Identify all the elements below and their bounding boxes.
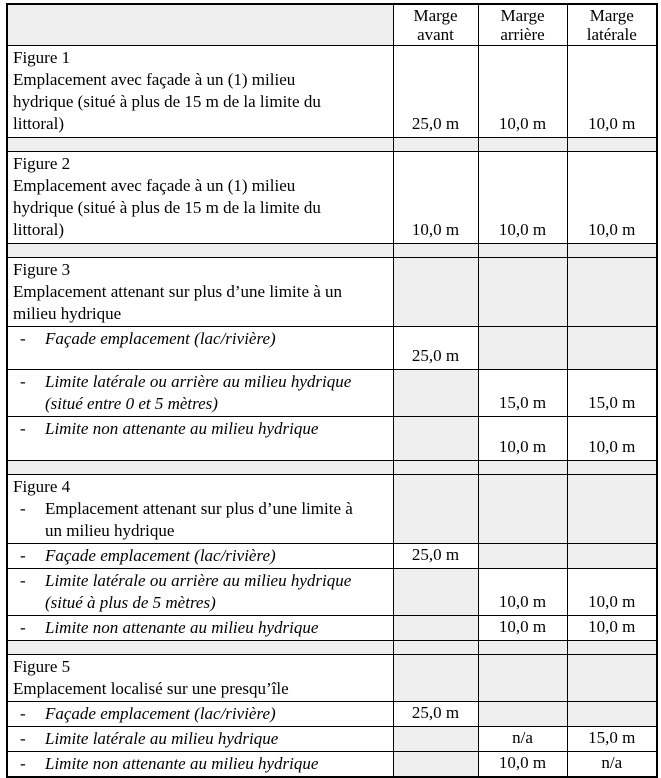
spacer-cell: [478, 244, 567, 258]
label-line: Figure 3: [13, 260, 71, 279]
item-row: [7, 702, 657, 727]
label-text: Limite latérale au milieu hydrique: [45, 729, 279, 748]
list-item-line: [13, 498, 389, 520]
value-cell-arriere: [478, 655, 567, 702]
row-label-cell: [7, 569, 393, 616]
spacer-cell: [393, 138, 478, 152]
spacer-row: [7, 138, 657, 152]
label-text: Limite latérale ou arrière au milieu hydrique: [45, 571, 352, 590]
row-label-cell: [7, 616, 393, 641]
value-cell-avant: 25,0 m: [393, 46, 478, 138]
row-label-cell: [7, 727, 393, 752]
value-cell-laterale: 10,0 m: [567, 152, 657, 244]
list-dash: -: [20, 571, 26, 590]
list-item-line: [13, 371, 389, 393]
table-body: [7, 46, 657, 778]
label-text: Limite non attenante au milieu hydrique: [45, 419, 319, 438]
value-cell-avant: 10,0 m: [393, 152, 478, 244]
row-label-cell: [7, 46, 393, 138]
column-header-avant: Marge avant: [393, 4, 478, 46]
value-cell-avant: [393, 370, 478, 417]
label-line: Figure 5: [13, 657, 71, 676]
label-line: Emplacement attenant sur plus d’une limite à un: [13, 282, 343, 301]
margins-table: [6, 3, 658, 778]
value-cell-laterale: 15,0 m: [567, 370, 657, 417]
list-dash: -: [20, 754, 26, 773]
list-item-line: [13, 418, 389, 440]
item-row: [7, 752, 657, 778]
value-cell-avant: [393, 752, 478, 778]
value-cell-laterale: [567, 258, 657, 327]
row-label-cell: [7, 417, 393, 461]
label-text: Limite latérale ou arrière au milieu hydrique: [45, 372, 352, 391]
label-text: Façade emplacement (lac/rivière): [45, 546, 276, 565]
value-cell-arriere: 10,0 m: [478, 616, 567, 641]
label-line: un milieu hydrique: [45, 521, 175, 540]
label-line: hydrique (situé à plus de 15 m de la limite du: [13, 198, 321, 217]
spacer-cell: [567, 138, 657, 152]
spacer-cell: [393, 641, 478, 655]
value-cell-arriere: n/a: [478, 727, 567, 752]
value-cell-laterale: [567, 702, 657, 727]
table-header: [7, 4, 657, 46]
section-row: [7, 475, 657, 544]
spacer-cell: [7, 244, 393, 258]
item-row: [7, 370, 657, 417]
spacer-cell: [393, 244, 478, 258]
value-cell-arriere: 10,0 m: [478, 569, 567, 616]
value-cell-laterale: [567, 475, 657, 544]
value-cell-avant: 25,0 m: [393, 327, 478, 370]
item-row: [7, 327, 657, 370]
value-cell-avant: 25,0 m: [393, 702, 478, 727]
list-dash: -: [20, 499, 26, 518]
value-cell-laterale: [567, 327, 657, 370]
label-line: hydrique (situé à plus de 15 m de la limite du: [13, 92, 321, 111]
label-line: littoral): [13, 220, 64, 239]
value-cell-arriere: [478, 702, 567, 727]
label-line: (situé entre 0 et 5 mètres): [45, 394, 218, 413]
value-cell-laterale: 10,0 m: [567, 616, 657, 641]
value-cell-avant: [393, 258, 478, 327]
label-text: Limite non attenante au milieu hydrique: [45, 618, 319, 637]
section-row: [7, 46, 657, 138]
row-label-cell: [7, 702, 393, 727]
spacer-row: [7, 461, 657, 475]
label-line: (situé à plus de 5 mètres): [45, 593, 216, 612]
value-cell-avant: 25,0 m: [393, 544, 478, 569]
item-row: [7, 727, 657, 752]
value-cell-avant: [393, 569, 478, 616]
value-cell-arriere: 10,0 m: [478, 152, 567, 244]
value-cell-laterale: n/a: [567, 752, 657, 778]
row-label-cell: [7, 475, 393, 544]
item-row: [7, 616, 657, 641]
value-cell-laterale: [567, 544, 657, 569]
label-line: Figure 4: [13, 477, 71, 496]
value-cell-laterale: 10,0 m: [567, 417, 657, 461]
list-item-line: [13, 753, 389, 775]
section-row: [7, 152, 657, 244]
spacer-cell: [393, 461, 478, 475]
spacer-row: [7, 244, 657, 258]
value-cell-avant: [393, 727, 478, 752]
spacer-row: [7, 641, 657, 655]
item-row: [7, 569, 657, 616]
spacer-cell: [7, 641, 393, 655]
column-header-laterale: Marge latérale: [567, 4, 657, 46]
value-cell-arriere: 10,0 m: [478, 417, 567, 461]
section-row: [7, 258, 657, 327]
value-cell-laterale: 10,0 m: [567, 569, 657, 616]
list-dash: -: [20, 546, 26, 565]
row-label-cell: [7, 370, 393, 417]
label-text: Emplacement attenant sur plus d’une limite à: [45, 499, 353, 518]
list-item-line: [13, 703, 389, 725]
spacer-cell: [7, 138, 393, 152]
list-dash: -: [20, 618, 26, 637]
list-item-line: [13, 728, 389, 750]
label-line: milieu hydrique: [13, 304, 122, 323]
value-cell-avant: [393, 475, 478, 544]
label-line: Figure 2: [13, 154, 71, 173]
header-row: [7, 4, 657, 46]
row-label-cell: [7, 258, 393, 327]
header-corner-cell: [7, 4, 393, 46]
column-header-arriere: Marge arrière: [478, 4, 567, 46]
value-cell-arriere: 10,0 m: [478, 46, 567, 138]
value-cell-arriere: [478, 327, 567, 370]
spacer-cell: [567, 641, 657, 655]
item-row: [7, 417, 657, 461]
label-line: littoral): [13, 114, 64, 133]
label-text: Façade emplacement (lac/rivière): [45, 704, 276, 723]
value-cell-arriere: 10,0 m: [478, 752, 567, 778]
value-cell-laterale: [567, 655, 657, 702]
label-line: Emplacement avec façade à un (1) milieu: [13, 176, 296, 195]
value-cell-avant: [393, 655, 478, 702]
label-line: Emplacement localisé sur une presqu’île: [13, 679, 289, 698]
spacer-cell: [478, 138, 567, 152]
label-line: Emplacement avec façade à un (1) milieu: [13, 70, 296, 89]
list-dash: -: [20, 729, 26, 748]
list-dash: -: [20, 329, 26, 348]
spacer-cell: [567, 244, 657, 258]
value-cell-arriere: 15,0 m: [478, 370, 567, 417]
list-dash: -: [20, 419, 26, 438]
row-label-cell: [7, 544, 393, 569]
value-cell-arriere: [478, 475, 567, 544]
section-row: [7, 655, 657, 702]
item-row: [7, 544, 657, 569]
value-cell-avant: [393, 417, 478, 461]
list-item-line: [13, 545, 389, 567]
value-cell-arriere: [478, 544, 567, 569]
label-text: Limite non attenante au milieu hydrique: [45, 754, 319, 773]
value-cell-laterale: 15,0 m: [567, 727, 657, 752]
spacer-cell: [478, 461, 567, 475]
row-label-cell: [7, 152, 393, 244]
value-cell-arriere: [478, 258, 567, 327]
list-dash: -: [20, 704, 26, 723]
list-item-line: [13, 328, 389, 350]
row-label-cell: [7, 752, 393, 778]
spacer-cell: [567, 461, 657, 475]
label-line: Figure 1: [13, 48, 71, 67]
row-label-cell: [7, 327, 393, 370]
label-text: Façade emplacement (lac/rivière): [45, 329, 276, 348]
value-cell-laterale: 10,0 m: [567, 46, 657, 138]
value-cell-avant: [393, 616, 478, 641]
list-item-line: [13, 617, 389, 639]
spacer-cell: [478, 641, 567, 655]
row-label-cell: [7, 655, 393, 702]
list-item-line: [13, 570, 389, 592]
list-dash: -: [20, 372, 26, 391]
spacer-cell: [7, 461, 393, 475]
